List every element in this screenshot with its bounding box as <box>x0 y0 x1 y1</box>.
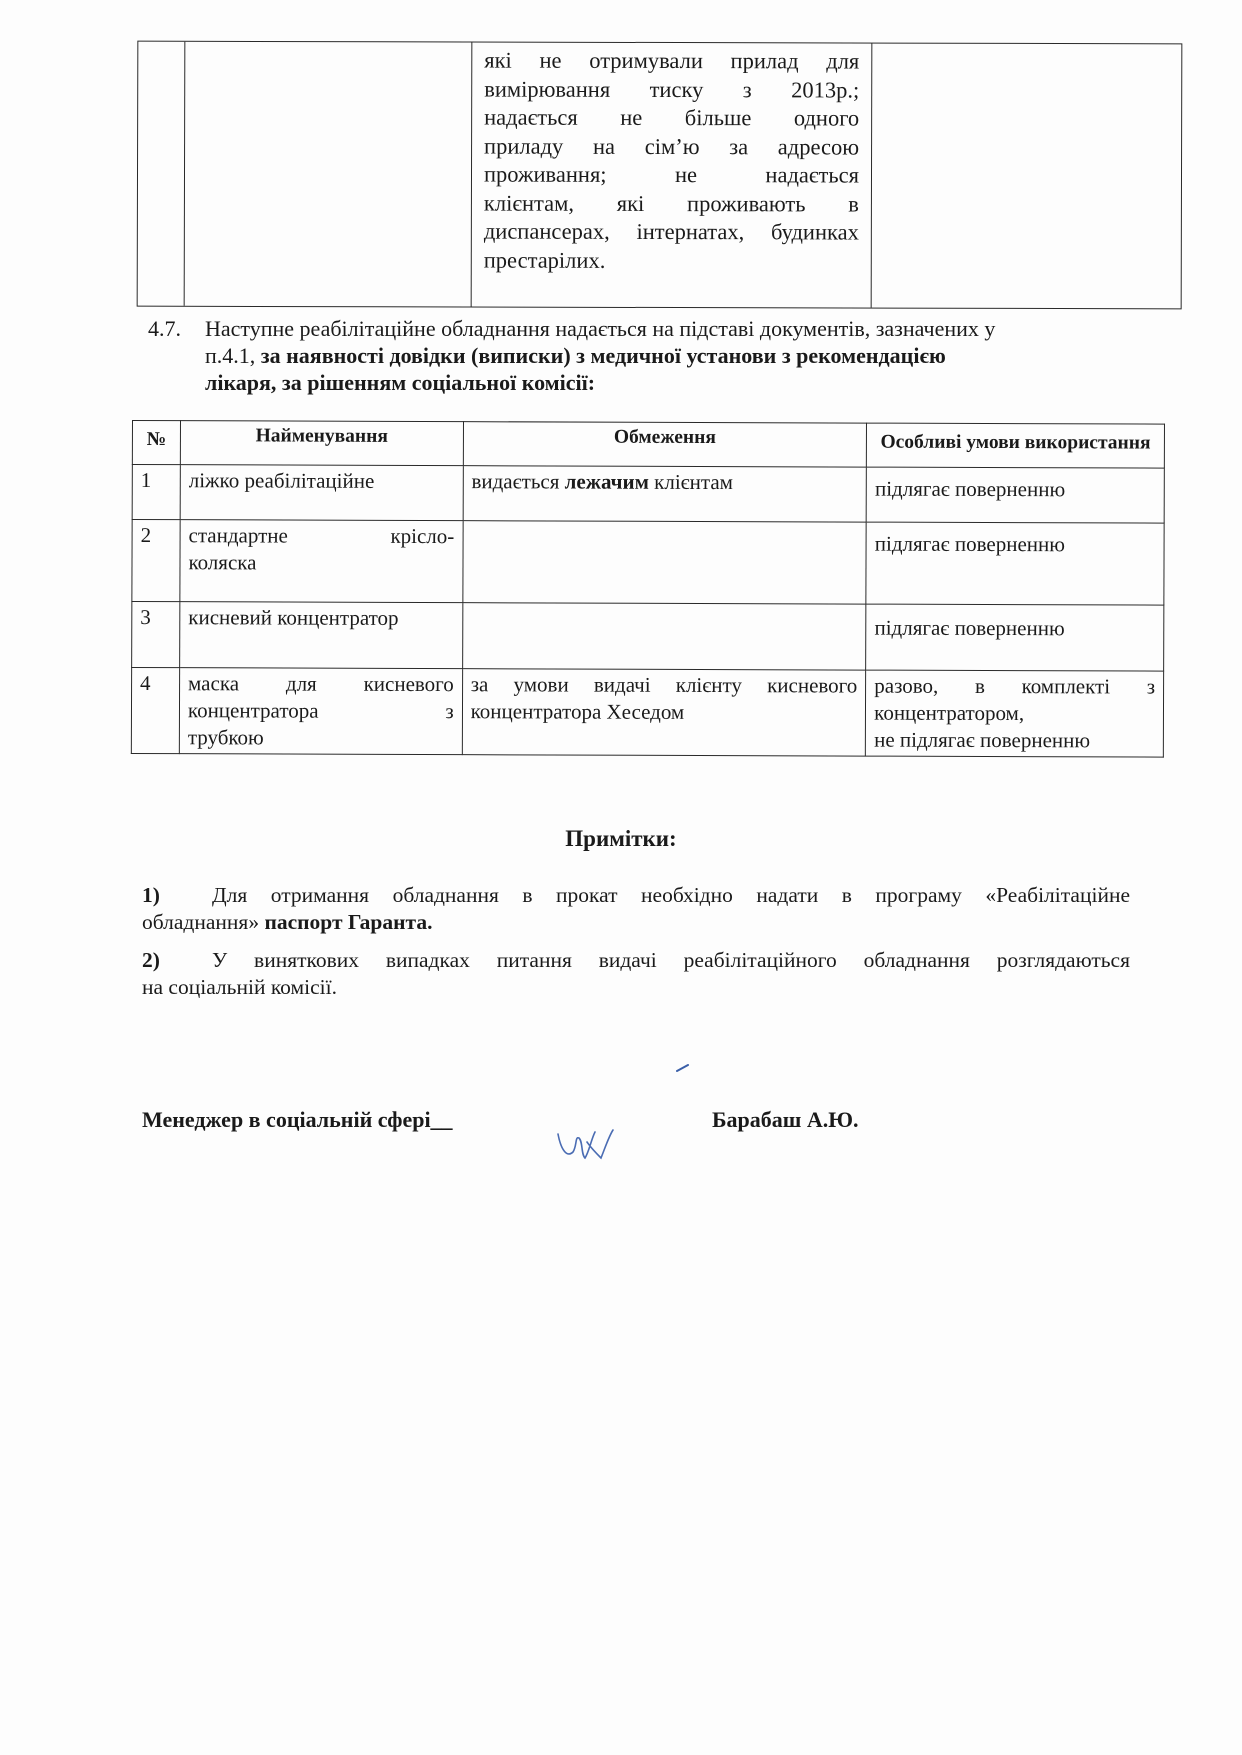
restriction-cell <box>484 47 860 276</box>
cell-line: престарілих. <box>483 247 606 273</box>
continuation-table <box>137 41 1183 310</box>
equipment-table <box>131 420 1165 758</box>
row-limits <box>462 669 866 756</box>
header-limits: Обмеження <box>463 422 867 467</box>
row-conditions: підлягає поверненню <box>866 522 1164 605</box>
row-conditions: підлягає поверненню <box>866 604 1164 671</box>
note-bold-text: паспорт Гаранта. <box>264 910 433 934</box>
section-number: 4.7. <box>148 316 181 341</box>
note-marker: 2) <box>142 948 160 972</box>
cell-line: приладу на сім’ю за адресою <box>484 133 860 160</box>
row-conditions: підлягає поверненню <box>866 467 1164 523</box>
section-bold-text: за наявності довідки (виписки) з медичної установи з рекомендацією <box>260 343 946 368</box>
ink-mark-icon <box>676 1063 690 1073</box>
name-line: концентратора з <box>187 698 454 724</box>
section-line-1: Наступне реабілітаційне обладнання надається на підставі документів, зазначених у <box>205 316 996 341</box>
row-number: 2 <box>132 520 180 602</box>
limits-line: за умови видачі клієнту кисневого <box>470 672 858 698</box>
note-line-2 <box>142 974 1130 1001</box>
name-line: маска для кисневого <box>188 671 454 697</box>
cell-line: проживання; не надається <box>483 161 860 188</box>
note-text: на соціальній комісії. <box>142 975 337 999</box>
note-item <box>142 882 1130 936</box>
signer-name: Барабаш А.Ю. <box>712 1107 859 1132</box>
row-name <box>179 668 462 755</box>
table-row <box>132 520 1164 606</box>
notes-title: Примітки: <box>565 826 677 851</box>
row-name: кисневий концентратор <box>180 602 463 669</box>
table-row <box>131 668 1163 758</box>
table-row <box>132 465 1164 524</box>
note-item <box>142 947 1130 1001</box>
cell-line: які не отримували прилад для <box>484 47 860 74</box>
name-line: стандартне крісло- <box>188 523 455 549</box>
note-text: Для отримання обладнання в прокат необхідно надати в програму «Реабілітаційне <box>212 883 1130 907</box>
table-divider <box>184 42 186 306</box>
note-line-2 <box>142 909 1130 936</box>
row-limits <box>462 603 866 670</box>
conditions-line: концентратором, <box>874 700 1025 726</box>
section-line-3: лікаря, за рішенням соціальної комісії: <box>205 370 596 395</box>
cell-line: вимірювання тиску з 2013р.; <box>484 76 860 103</box>
table-divider <box>871 44 873 308</box>
section-ref: п.4.1, <box>205 343 261 368</box>
limits-bold-text: лежачим <box>564 469 649 494</box>
note-text: У виняткових випадках питання видачі реабілітаційного обладнання розглядаються <box>212 948 1130 972</box>
name-line: трубкою <box>187 725 264 750</box>
cell-line: клієнтам, які проживають в <box>483 190 859 217</box>
row-conditions <box>866 670 1164 757</box>
conditions-line: разово, в комплекті з <box>874 673 1156 699</box>
signer-position: Менеджер в соціальній сфері__ <box>142 1107 453 1132</box>
limits-text: клієнтам <box>648 469 734 495</box>
table-divider <box>471 43 473 307</box>
row-limits <box>463 521 867 604</box>
note-line-1 <box>142 947 1130 974</box>
signature-icon <box>555 1128 615 1164</box>
table-header-row <box>132 421 1164 469</box>
row-number: 4 <box>131 668 179 754</box>
row-name <box>180 520 463 603</box>
note-line-1 <box>142 882 1130 909</box>
name-line: коляска <box>188 550 257 575</box>
row-number: 3 <box>132 602 180 668</box>
conditions-line: не підлягає поверненню <box>874 727 1091 753</box>
note-text: обладнання» <box>142 910 265 934</box>
limits-line: концентратора Хеседом <box>470 699 685 724</box>
row-name: ліжко реабілітаційне <box>180 465 463 521</box>
note-marker: 1) <box>142 883 160 907</box>
table-row <box>132 602 1164 672</box>
cell-line: диспансерах, інтернатах, будинках <box>483 218 859 245</box>
section-line-2 <box>205 342 946 369</box>
row-number: 1 <box>132 465 180 520</box>
header-number: № <box>132 421 180 465</box>
header-name: Найменування <box>180 421 463 466</box>
cell-line: надається не більше одного <box>484 104 860 131</box>
limits-text: видається <box>471 469 565 494</box>
row-limits <box>463 466 867 522</box>
header-conditions: Особливі умови використання <box>867 423 1165 468</box>
